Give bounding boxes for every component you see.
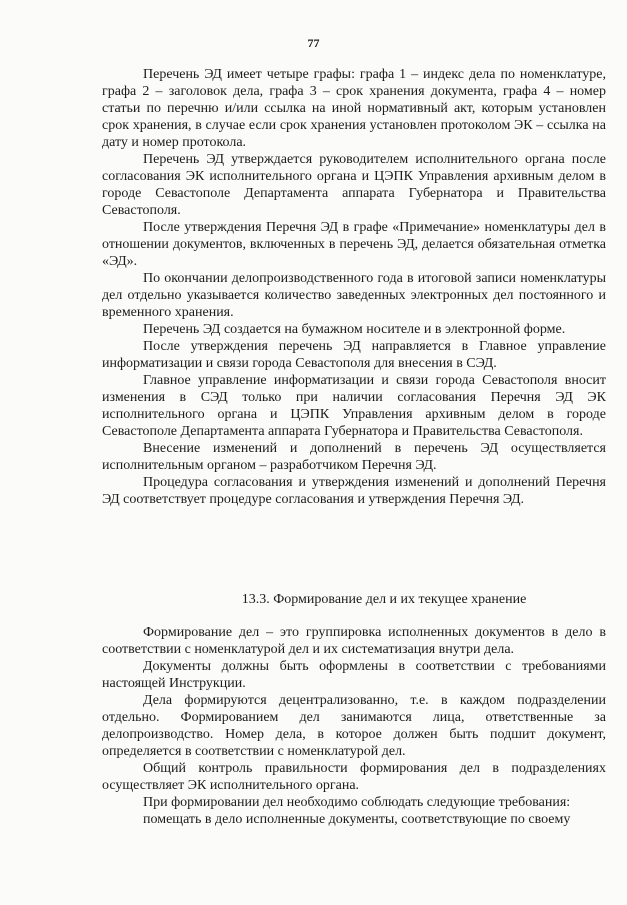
paragraph: По окончании делопроизводственного года в итоговой записи номенклатуры дел отдельно указывается количество заведенных электронных дел постоянного и временного хранения. [102,271,606,320]
paragraph: Общий контроль правильности формирования дел в подразделениях осуществляет ЭК исполнительного органа. [102,761,606,793]
section-text-electronic-cases [102,66,606,508]
paragraph: Дела формируются децентрализованно, т.е. в каждом подразделении отдельно. Формированием дел занимаются лица, ответственные за делопроизводство. Номер дела, в которое должен быть подшит документ, определяется в соответствии с номенклатурой дел. [102,693,606,759]
paragraph: Документы должны быть оформлены в соответствии с требованиями настоящей Инструкции. [102,659,606,691]
paragraph: Перечень ЭД имеет четыре графы: графа 1 – индекс дела по номенклатуре, графа 2 – заголовок дела, графа 3 – срок хранения документа, графа 4 – номер статьи по перечню и/или ссылка на иной нормативный акт, которым установлен срок хранения, в случае если срок хранения установлен протоколом ЭК – ссылка на дату и номер протокола. [102,67,606,150]
section-heading: 13.3. Формирование дел и их текущее хранение [241,592,527,607]
paragraph: После утверждения перечень ЭД направляется в Главное управление информатизации и связи города Севастополя для внесения в СЭД. [102,339,606,371]
paragraph: помещать в дело исполненные документы, соответствующие по своему [143,812,571,827]
paragraph: Главное управление информатизации и связи города Севастополя вносит изменения в СЭД только при наличии согласования Перечня ЭД ЭК исполнительного органа и ЦЭПК Управления архивным делом в городе Севастополе Департамента аппарата Губернатора и Правительства Севастополя. [102,373,606,439]
paragraph: При формировании дел необходимо соблюдать следующие требования: [143,795,571,810]
paragraph: Перечень ЭД утверждается руководителем исполнительного органа после согласования ЭК исполнительного органа и ЦЭПК Управления архивным делом в городе Севастополе Департамента аппарата Губернатора и Правительства Севастополя. [102,152,606,218]
paragraph: Процедура согласования и утверждения изменений и дополнений Перечня ЭД соответствует процедуре согласования и утверждения Перечня ЭД. [102,475,606,507]
paragraph: Формирование дел – это группировка исполненных документов в дело в соответствии с номенклатурой дел и их систематизация внутри дела. [102,625,606,657]
paragraph: Перечень ЭД создается на бумажном носителе и в электронной форме. [143,322,566,337]
section-text-case-formation [102,624,606,828]
paragraph: Внесение изменений и дополнений в перечень ЭД осуществляется исполнительным органом – разработчиком Перечня ЭД. [102,441,606,473]
page-number: 77 [307,36,320,50]
paragraph: После утверждения Перечня ЭД в графе «Примечание» номенклатуры дел в отношении документов, включенных в перечень ЭД, делается обязательная отметка «ЭД». [102,220,606,269]
